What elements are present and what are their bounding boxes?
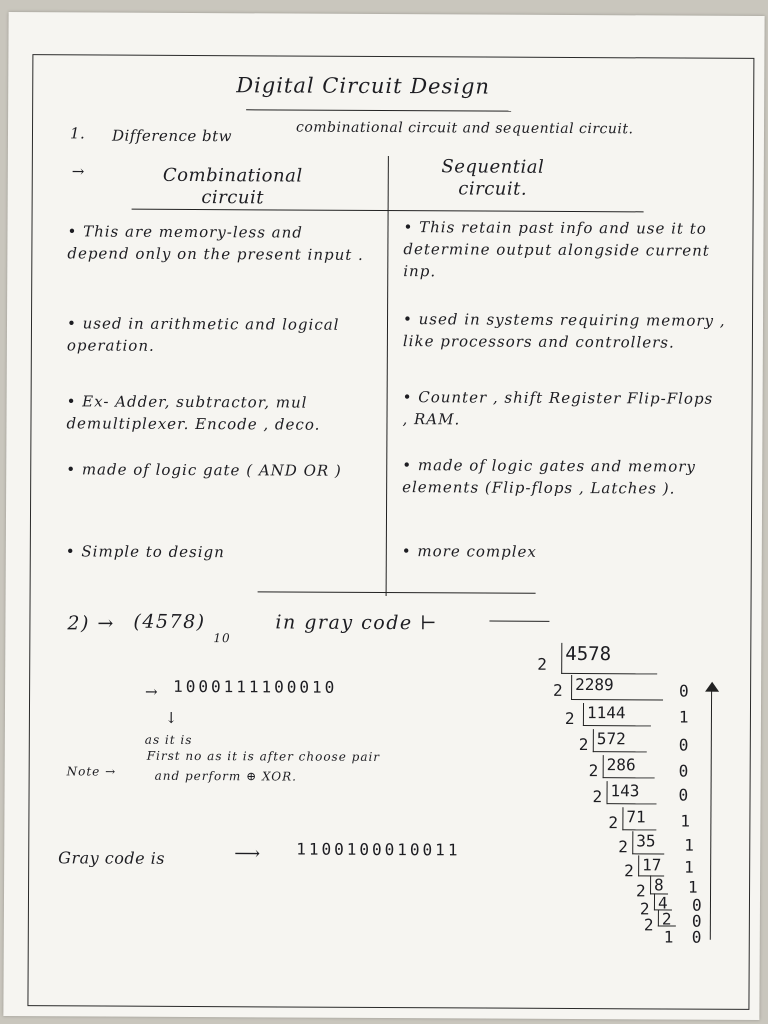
division-divisor: 2 [643,915,654,935]
division-divisor: 2 [553,680,563,700]
division-quotient: 1 [663,927,674,947]
division-remainder: 1 [688,877,698,897]
division-remainder: 0 [691,927,702,947]
q1-arrow-icon: → [71,162,85,181]
division-remainder: 0 [678,785,689,805]
division-remainder: 1 [678,707,689,727]
q2-decimal-number: (4578) [133,610,206,634]
q2-number: 2) [67,612,91,635]
division-remainder: 1 [684,857,694,877]
division-quotient: 35 [636,831,656,851]
binary-arrow-icon: → [145,682,159,701]
division-divisor: 2 [578,735,589,755]
division-divisor: 2 [635,881,646,901]
q1-heading-rest: combinational circuit and sequential circuit. [295,119,634,138]
gray-code-label: Gray code is [58,848,166,868]
q1-number: 1. [69,124,86,143]
division-remainder: 0 [678,761,689,781]
division-divisor: 2 [624,861,634,881]
division-divisor: 2 [618,837,628,857]
division-remainder: 0 [691,911,702,931]
division-quotient: 1144 [586,703,626,723]
sequential-point-1: • This retain past info and use it to determine output alongside current inp. [403,218,710,281]
division-divisor: 2 [608,813,619,833]
column-header-combinational: Combinational circuit [162,164,303,209]
binary-result: 1000111100010 [173,676,338,697]
q1-heading: Difference btw [111,126,233,146]
combinational-point-2: • used in arithmetic and logical operation. [66,314,340,355]
division-remainder: 0 [691,895,702,915]
division-divisor: 2 [639,899,650,919]
up-arrow-icon [705,682,719,692]
division-quotient: 286 [606,755,636,775]
note-line-2: and perform ⊕ XOR. [154,768,298,784]
division-quotient: 17 [642,855,662,875]
division-quotient: 4 [657,893,668,913]
division-divisor: 2 [592,787,603,807]
division-quotient: 2 [661,909,672,929]
q2-phrase: in gray code ⊢ [275,611,439,635]
division-quotient: 572 [596,729,626,749]
division-divisor: 2 [537,654,547,674]
page-title: Digital Circuit Design [236,73,491,99]
division-remainder: 0 [679,681,689,701]
combinational-point-4: • made of logic gate ( AND OR ) [66,460,342,480]
column-header-sequential: Sequential circuit. [441,156,545,200]
division-quotient: 143 [610,781,640,801]
division-divisor: 2 [588,761,599,781]
sequential-point-3: • Counter , shift Register Flip-Flops , RAM. [402,388,714,429]
division-remainder: 0 [678,735,689,755]
gray-code-value: 1100100010011 [296,839,461,860]
sequential-point-2: • used in systems requiring memory , like processors and controllers. [402,310,726,352]
division-quotient: 4578 [565,642,612,666]
sequential-point-4: • made of logic gates and memory elements (Flip-flops , Latches ). [402,456,696,498]
note-line-1: First no as it is after choose pair [146,748,381,764]
q2-prefix: → [97,612,115,635]
as-is-note: as it is [144,732,193,747]
combinational-point-3: • Ex- Adder, subtractor, mul demultiplexer. Encode , deco. [66,392,321,434]
combinational-point-1: • This are memory-less and depend only on the present input . [67,222,364,264]
down-arrow-icon: ↓ [164,708,179,727]
division-remainder: 1 [684,835,694,855]
division-divisor: 2 [564,708,575,729]
gray-arrow-icon: ⟶ [234,843,261,865]
division-quotient: 8 [654,875,664,895]
division-remainder: 1 [680,811,691,831]
division-quotient: 2289 [575,675,614,695]
notebook-page [3,12,764,1020]
sequential-point-5: • more complex [401,542,537,561]
division-quotient: 71 [626,807,646,827]
note-label: Note → [66,764,117,779]
combinational-point-5: • Simple to design [65,542,225,562]
q2-base-subscript: 10 [213,631,231,646]
